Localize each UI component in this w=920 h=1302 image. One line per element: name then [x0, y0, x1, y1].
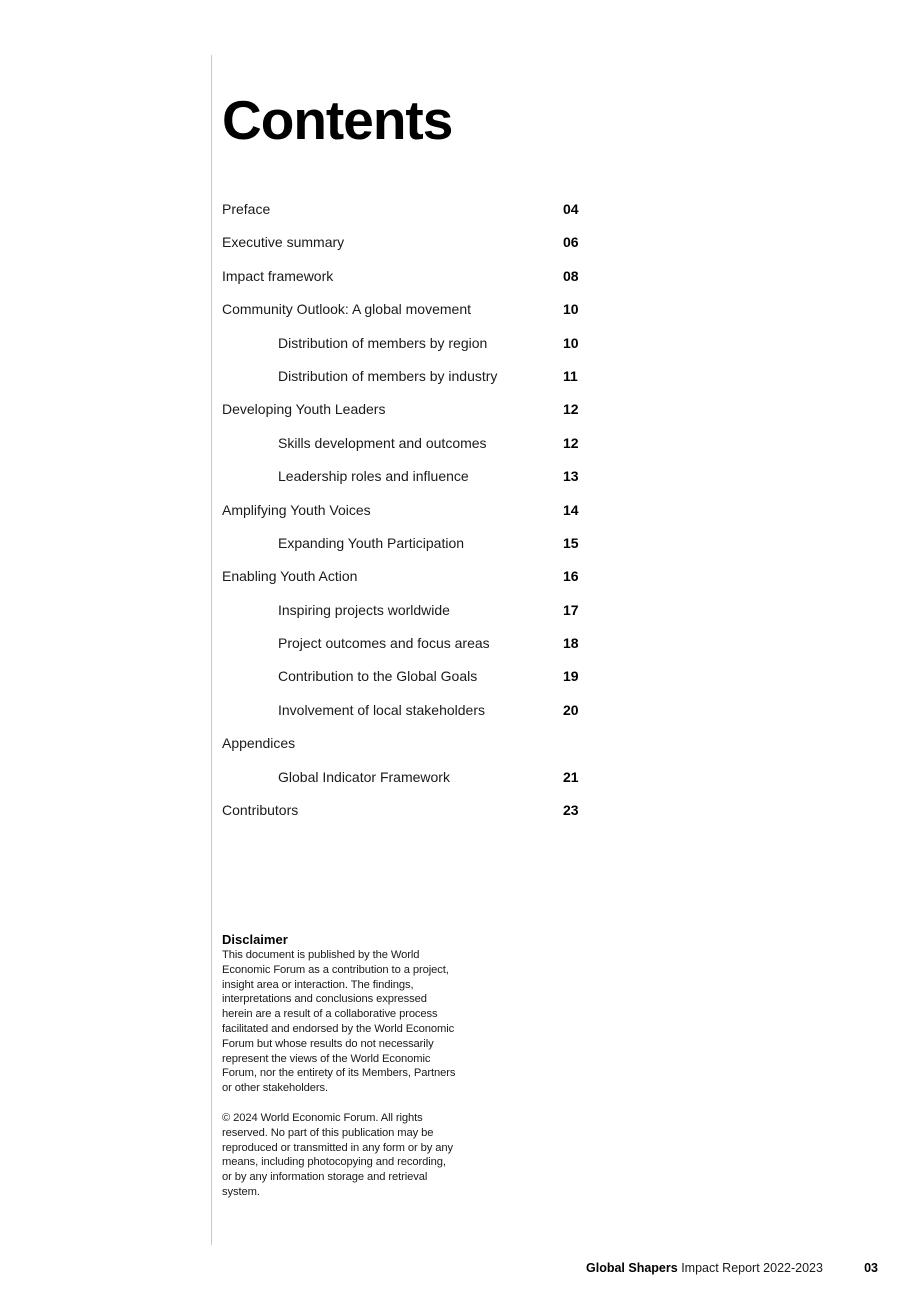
footer-report-title — [586, 1260, 823, 1276]
vertical-divider — [211, 55, 212, 1245]
toc-subentry[interactable] — [222, 627, 592, 660]
toc-entry[interactable] — [222, 393, 592, 426]
toc-entry-label: Inspiring projects worldwide — [278, 601, 450, 618]
disclaimer-text: This document is published by the World Economic Forum as a contribution to a project, insight area or interaction. The findings, interpretations and conclusions expressed herein are a result of a collaborative process facilitated and endorsed by the World Economic Forum but whose results do not necessarily represent the views of the World Economic Forum, nor the entirety of its Members, Partners or other stakeholders. — [222, 949, 456, 1095]
toc-entry-label: Leadership roles and influence — [278, 468, 469, 485]
toc-entry-label: Distribution of members by industry — [278, 367, 498, 384]
toc-entry[interactable] — [222, 260, 592, 293]
toc-entry-page: 18 — [563, 635, 579, 652]
toc-subentry[interactable] — [222, 460, 592, 493]
toc-entry[interactable] — [222, 727, 592, 760]
footer-report-name: Impact Report 2022-2023 — [681, 1261, 823, 1275]
toc-subentry[interactable] — [222, 694, 592, 727]
toc-entry-label: Enabling Youth Action — [222, 568, 358, 585]
toc-subentry[interactable] — [222, 427, 592, 460]
toc-subentry[interactable] — [222, 660, 592, 693]
copyright-text: © 2024 World Economic Forum. All rights reserved. No part of this publication may be reproduced or transmitted in any form or by any means, including photocopying and recording, or by any information storage and retrieval system. — [222, 1111, 453, 1198]
toc-entry-page: 19 — [563, 668, 579, 685]
table-of-contents — [222, 193, 592, 827]
toc-entry[interactable] — [222, 226, 592, 259]
toc-entry-page: 10 — [563, 301, 579, 318]
toc-entry-label: Distribution of members by region — [278, 334, 488, 351]
toc-entry-page: 12 — [563, 434, 579, 451]
footer-page-number: 03 — [864, 1261, 878, 1275]
toc-entry-label: Involvement of local stakeholders — [278, 701, 485, 718]
toc-entry-label: Preface — [222, 201, 271, 217]
toc-subentry[interactable] — [222, 594, 592, 627]
toc-entry-label: Amplifying Youth Voices — [222, 501, 371, 518]
toc-entry-label: Contribution to the Global Goals — [278, 668, 478, 685]
toc-entry-page: 13 — [563, 468, 579, 485]
toc-entry-page: 08 — [563, 267, 579, 284]
toc-subentry[interactable] — [222, 327, 592, 360]
toc-entry-page: 20 — [563, 701, 579, 718]
toc-entry-label: Contributors — [222, 802, 299, 819]
toc-entry[interactable] — [222, 794, 592, 827]
disclaimer-heading: Disclaimer — [222, 932, 288, 947]
toc-entry-label: Project outcomes and focus areas — [278, 635, 490, 652]
toc-entry-page: 21 — [563, 768, 579, 785]
toc-entry-label: Executive summary — [222, 234, 345, 251]
toc-entry[interactable] — [222, 193, 592, 226]
toc-entry-page: 14 — [563, 501, 579, 518]
toc-entry-label: Skills development and outcomes — [278, 434, 487, 451]
toc-subentry[interactable] — [222, 527, 592, 560]
toc-entry-page: 04 — [563, 201, 579, 217]
disclaimer-block — [222, 932, 457, 1200]
toc-entry-page: 10 — [563, 334, 579, 351]
toc-entry-label: Community Outlook: A global movement — [222, 301, 472, 318]
toc-entry-label: Global Indicator Framework — [278, 768, 450, 785]
toc-entry-page: 06 — [563, 234, 579, 251]
toc-entry-label: Impact framework — [222, 267, 334, 284]
toc-entry-label: Expanding Youth Participation — [278, 534, 465, 551]
toc-entry-label: Appendices — [222, 735, 296, 752]
toc-entry-label: Developing Youth Leaders — [222, 401, 386, 418]
toc-entry-page: 15 — [563, 534, 579, 551]
toc-entry[interactable] — [222, 293, 592, 326]
toc-entry-page: 16 — [563, 568, 579, 585]
toc-subentry[interactable] — [222, 761, 592, 794]
toc-entry-page: 12 — [563, 401, 579, 418]
footer-brand: Global Shapers — [586, 1261, 678, 1275]
toc-entry[interactable] — [222, 494, 592, 527]
toc-entry[interactable] — [222, 560, 592, 593]
toc-entry-page: 11 — [563, 367, 578, 384]
toc-entry-page: 17 — [563, 601, 579, 618]
toc-entry-page: 23 — [563, 802, 579, 819]
page-title: Contents — [222, 89, 453, 151]
toc-subentry[interactable] — [222, 360, 592, 393]
